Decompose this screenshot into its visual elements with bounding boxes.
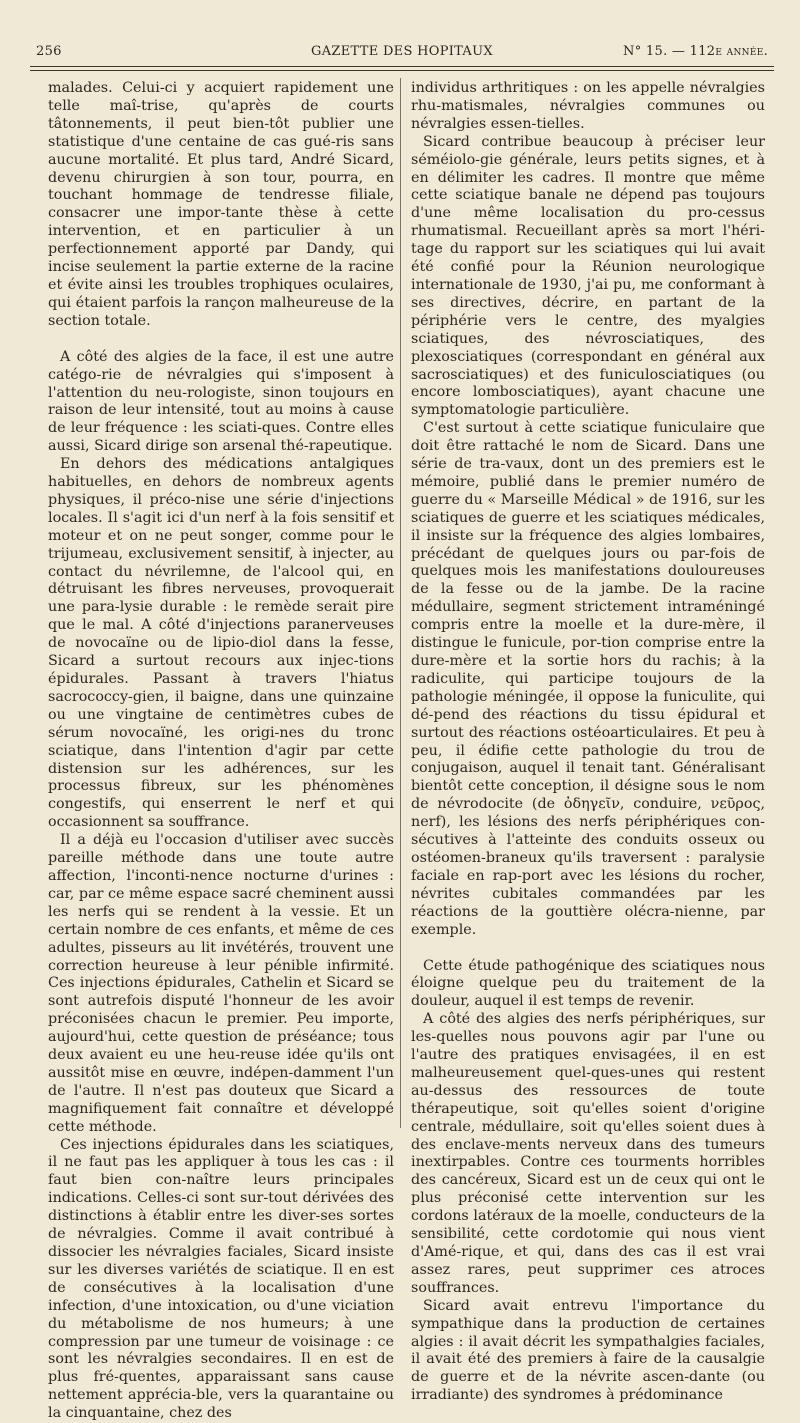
paragraph: En dehors des médications antalgiques habituelles, en dehors de nombreux agents physiques, il préco-nise une série d'injections locales. Il s'agit ici d'un nerf à la fois sensitif et moteur et on ne peut songer, comme pour le trijumeau, exclusivement sensitif, à injecter, au contact du névrilemne, de l'alcool qui, en détruisant les fibres nerveuses, provoquerait une para-lysie durable : le remède serait pire que le mal. A côté d'injections paranerveuses de novocaïne ou de lipio-diol dans la fesse, Sicard a surtout recours aux injec-tions épidurales. Passant à travers l'hiatus sacrococcy-gien, il baigne, dans une quinzaine ou une vingtaine de centimètres cubes de sérum novocaïné, les origi-nes du tronc sciatique, dans l'intention d'agir par cette distension sur les adhérences, sur les processus fibreux, sur les phénomènes congestifs, qui enserrent le nerf et qui occasionnent sa souffrance.	[48, 456, 394, 831]
paragraph: Sicard avait entrevu l'importance du sympathique dans la production de certaines algies : il avait décrit les sympathalgies faciales, il avait été des premiers à faire de la causalgie de guerre et de la névrite ascen-dante (ou irradiante) des syndromes à prédominance	[411, 1297, 765, 1404]
column-divider	[400, 78, 401, 1128]
page-number: 256	[36, 44, 62, 59]
header-rule-top	[30, 66, 774, 67]
paragraph: Cette étude pathogénique des sciatiques nous éloigne quelque peu du traitement de la douleur, auquel il est temps de revenir.	[411, 957, 765, 1010]
paragraph: C'est surtout à cette sciatique funiculaire que doit être rattaché le nom de Sicard. Dans une série de tra-vaux, dont un des premiers est le mémoire, publié dans le premier numéro de guerre du « Marseille Médical » de 1916, sur les sciatiques de guerre et les sciatiques médicales, il insiste sur la fréquence des algies lombaires, précédant de quelques jours ou par-fois de quelques mois les manifestations douloureuses de la fesse ou de la jambe. De la racine médullaire, segment strictement intraméningé compris entre la moelle et la dure-mère, il distingue le funicule, por-tion comprise entre la dure-mère et la sortie hors du rachis; à la radiculite, qui participe toujours de la pathologie méningée, il oppose la funiculite, qui dé-pend des réactions du tissu épidural et surtout des réactions ostéoarticulaires. Et peu à peu, il édifie cette pathologie du trou de conjugaison, auquel il tenait tant. Généralisant bientôt cette conception, il désigne sous le nom de névrodocite (de ὀδηγεῖν, conduire, νεῦρος, nerf), les lésions des nerfs périphériques con-sécutives à l'atteinte des conduits osseux ou ostéomen-braneux qu'ils traversent : paralysie faciale en rap-port avec les lésions du rocher, névrites cubitales commandées par les réactions de la gouttière olécra-nienne, par exemple.	[411, 420, 765, 938]
left-column	[48, 80, 394, 1423]
journal-title: GAZETTE DES HOPITAUX	[311, 44, 493, 59]
paragraph: Il a déjà eu l'occasion d'utiliser avec succès pareille méthode dans une toute autre affection, l'inconti-nence nocturne d'urines : car, par ce même espace sacré cheminent aussi les nerfs qui se rendent à la vessie. Et un certain nombre de ces enfants, et même de ces adultes, pisseurs au lit invétérés, trouvent une correction heureuse à leur pénible infirmité. Ces injections épidurales, Cathelin et Sicard se sont autrefois disputé l'honneur de les avoir préconisées chacun le premier. Peu importe, aujourd'hui, cette question de préséance; tous deux avaient eu une heu-reuse idée qu'ils ont aussitôt mise en œuvre, indépen-damment l'un de l'autre. Il n'est pas douteux que Sicard a magnifiquement fait connaître et développé cette méthode.	[48, 832, 394, 1135]
paragraph: Ces injections épidurales dans les sciatiques, il ne faut pas les appliquer à tous les cas : il faut bien con-naître leurs principales indications. Celles-ci sont sur-tout dérivées des distinctions à établir entre les diver-ses sortes de névralgies. Comme il avait contribué à dissocier les névralgies faciales, Sicard insiste sur les diverses variétés de sciatique. Il en est de consécutives à la localisation d'une infection, d'une intoxication, ou d'une viciation du métabolisme de nos humeurs; à une compression par une tumeur de voisinage : ce sont les névralgies secondaires. Il en est de plus fré-quentes, apparaissant sans cause nettement apprécia-ble, vers la quarantaine ou la cinquantaine, chez des	[48, 1136, 394, 1422]
paragraph: A côté des algies des nerfs périphériques, sur les-quelles nous pouvons agir par l'une ou l'autre des pratiques envisagées, il en est malheureusement quel-ques-unes qui restent au-dessus des ressources de toute thérapeutique, soit qu'elles soient d'origine centrale, médullaire, soit qu'elles soient dues à des enclave-ments nerveux dans des tumeurs inextirpables. Contre ces tourments horribles des cancéreux, Sicard est un de ceux qui ont le plus préconisé cette intervention sur les cordons latéraux de la moelle, conducteurs de la sensibilité, cette cordotomie qui nous vient d'Amé-rique, et qui, dans des cas il est vrai assez rares, peut supprimer ces atroces souffrances.	[411, 1011, 765, 1296]
paragraph: malades. Celui-ci y acquiert rapidement une telle maî-trise, qu'après de courts tâtonnements, il peut bien-tôt publier une statistique d'une centaine de cas gué-ris sans aucune mortalité. Et plus tard, André Sicard, devenu chirurgien à son tour, pourra, en touchant hommage de tendresse filiale, consacrer une impor-tante thèse à cette intervention, et en particulier à un perfectionnement apporté par Dandy, qui incise seulement la partie externe de la racine et évite ainsi les troubles trophiques oculaires, qui étaient parfois la rançon malheureuse de la section totale.	[48, 80, 394, 329]
header-rule-bottom	[30, 70, 774, 71]
paragraph: Sicard contribue beaucoup à préciser leur séméiolo-gie générale, leurs petits signes, et à en délimiter les cadres. Il montre que même cette sciatique banale ne dépend pas toujours d'une même localisation du pro-cessus rhumatismal. Recueillant après sa mort l'héri-tage du rapport sur les sciatiques qui lui avait été confié pour la Réunion neurologique internationale de 1930, j'ai pu, me conformant à ses directives, décrire, en partant de la périphérie vers le centre, des myalgies sciatiques, des névrosciatiques, des plexosciatiques (correspondant en général aux sacrosciatiques) et des funiculosciatiques (ou encore lombosciatiques), ayant chacune une symptomatologie particulière.	[411, 133, 765, 419]
issue-info: N° 15. — 112e année.	[623, 44, 768, 59]
page-header	[30, 42, 774, 66]
right-column	[411, 80, 765, 1405]
paragraph: individus arthritiques : on les appelle névralgies rhu-matismales, névralgies communes ou névralgies essen-tielles.	[411, 80, 765, 132]
paragraph: A côté des algies de la face, il est une autre catégo-rie de névralgies qui s'imposent à l'attention du neu-rologiste, sinon toujours en raison de leur intensité, tout au moins à cause de leur fréquence : les sciati-ques. Contre elles aussi, Sicard dirige son arsenal thé-rapeutique.	[48, 348, 394, 455]
